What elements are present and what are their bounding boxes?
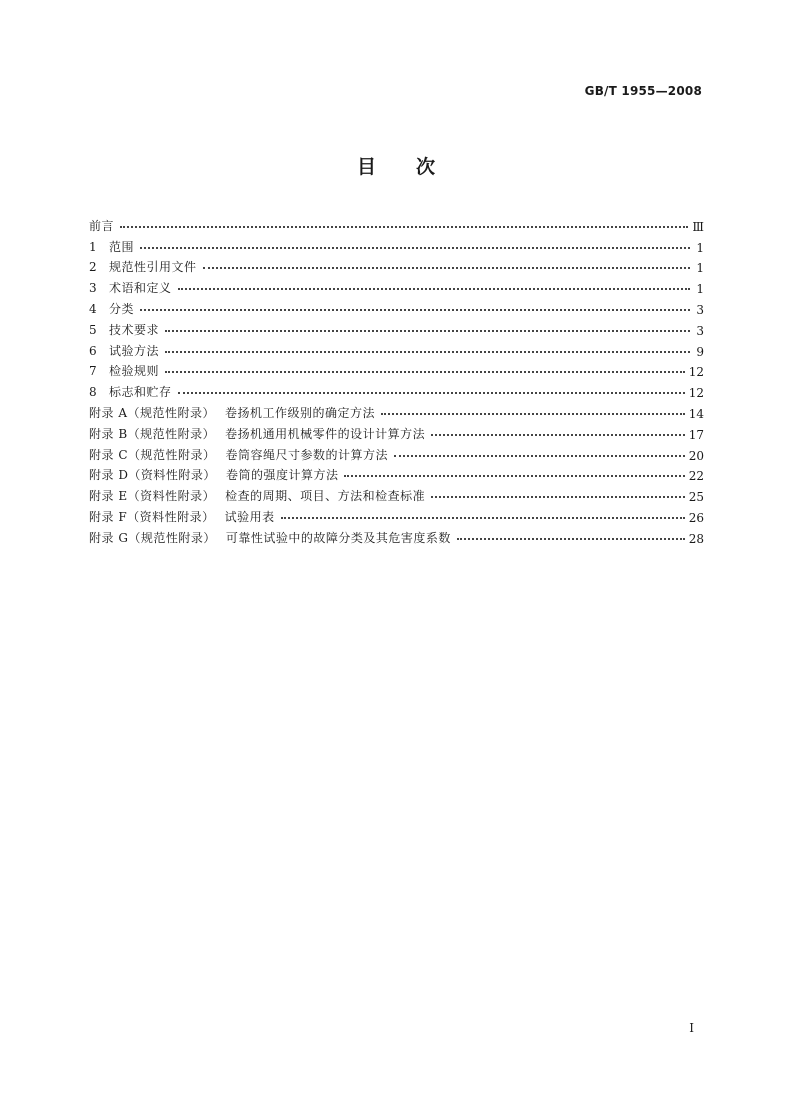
toc-entry-label xyxy=(89,466,338,483)
toc-leader-dots xyxy=(140,246,690,249)
toc-entry-number: 附录 C（规范性附录） xyxy=(89,447,216,462)
toc-entry[interactable] xyxy=(89,296,704,317)
toc-entry-number: 4 xyxy=(89,301,98,316)
toc-entry-label xyxy=(89,321,159,338)
toc-entry-title: 分类 xyxy=(109,301,135,316)
toc-entry-page: 26 xyxy=(688,510,704,525)
toc-entry-page: 12 xyxy=(688,365,704,380)
page-title xyxy=(0,152,792,179)
toc-entry-label xyxy=(89,300,134,317)
toc-leader-dots xyxy=(344,474,684,477)
toc-entry-title: 卷扬机工作级别的确定方法 xyxy=(224,405,375,420)
toc-entry[interactable] xyxy=(89,483,704,504)
toc-entry[interactable] xyxy=(89,359,704,380)
toc-entry[interactable] xyxy=(89,421,704,442)
standard-code: GB/T 1955—2008 xyxy=(584,84,702,98)
toc-entry-title: 试验用表 xyxy=(224,509,275,524)
toc-entry-label xyxy=(89,508,275,525)
toc-entry-page: 22 xyxy=(688,469,704,484)
toc-entry-number: 附录 E（资料性附录） xyxy=(89,489,216,504)
toc-entry-label xyxy=(89,529,451,546)
toc-entry-label xyxy=(89,342,159,359)
title-part-1: 目 xyxy=(356,156,376,178)
toc-entry[interactable] xyxy=(89,463,704,484)
toc-entry-label xyxy=(89,258,197,275)
toc-entry-page: 3 xyxy=(696,302,704,317)
toc-entry[interactable] xyxy=(89,213,704,234)
toc-leader-dots xyxy=(381,412,685,415)
toc-leader-dots xyxy=(178,391,685,394)
toc-leader-dots xyxy=(431,433,685,436)
toc-entry-title: 检查的周期、项目、方法和检查标准 xyxy=(225,489,426,504)
toc-entry-number: 5 xyxy=(89,322,98,337)
toc-entry[interactable] xyxy=(89,504,704,525)
toc-entry[interactable] xyxy=(89,379,704,400)
toc-entry-page: 14 xyxy=(688,406,704,421)
toc-entry-title: 卷扬机通用机械零件的设计计算方法 xyxy=(225,426,426,441)
toc-leader-dots xyxy=(165,329,690,332)
toc-entry-label xyxy=(89,446,388,463)
toc-leader-dots xyxy=(165,350,690,353)
toc-leader-dots xyxy=(120,225,688,228)
toc-entry[interactable] xyxy=(89,400,704,421)
toc-entry[interactable] xyxy=(89,255,704,276)
toc-entry-title: 检验规则 xyxy=(109,364,160,379)
toc-entry-page: 20 xyxy=(688,448,704,463)
toc-entry-page: 1 xyxy=(696,240,704,255)
toc-entry-page: Ⅲ xyxy=(692,219,704,234)
toc-leader-dots xyxy=(431,495,685,498)
toc-entry[interactable] xyxy=(89,525,704,546)
page-number: Ⅰ xyxy=(689,1021,694,1035)
toc-leader-dots xyxy=(165,370,685,373)
toc-entry-label xyxy=(89,383,172,400)
toc-entry[interactable] xyxy=(89,275,704,296)
toc-entry-page: 3 xyxy=(696,323,704,338)
toc-entry-page: 9 xyxy=(696,344,704,359)
toc-leader-dots xyxy=(178,287,690,290)
toc-entry-number: 附录 A（规范性附录） xyxy=(89,405,215,420)
toc-entry-title: 前言 xyxy=(89,218,115,233)
toc-entry-title: 规范性引用文件 xyxy=(109,260,197,275)
toc-entry-number: 附录 G（规范性附录） xyxy=(89,530,216,545)
toc-entry-number: 附录 F（资料性附录） xyxy=(89,509,215,524)
toc-entry-label xyxy=(89,238,134,255)
toc-entry-title: 试验方法 xyxy=(109,343,160,358)
toc-entry-number: 附录 D（资料性附录） xyxy=(89,468,216,483)
toc-entry-number: 3 xyxy=(89,281,98,296)
toc-entry-label xyxy=(89,404,375,421)
toc-leader-dots xyxy=(457,537,685,540)
toc-entry-title: 可靠性试验中的故障分类及其危害度系数 xyxy=(225,530,451,545)
toc-entry-title: 卷筒的强度计算方法 xyxy=(225,468,339,483)
toc-entry-number: 1 xyxy=(89,239,98,254)
toc-entry-title: 技术要求 xyxy=(109,322,160,337)
table-of-contents xyxy=(89,213,704,546)
toc-entry-number: 2 xyxy=(89,260,98,275)
toc-entry-number: 6 xyxy=(89,343,98,358)
toc-entry-label xyxy=(89,217,114,234)
toc-leader-dots xyxy=(281,516,685,519)
toc-entry-page: 1 xyxy=(696,261,704,276)
toc-entry-title: 术语和定义 xyxy=(109,281,172,296)
toc-entry-title: 范围 xyxy=(109,239,135,254)
toc-entry-page: 25 xyxy=(688,490,704,505)
toc-entry[interactable] xyxy=(89,338,704,359)
toc-entry[interactable] xyxy=(89,442,704,463)
toc-entry-label xyxy=(89,487,425,504)
toc-entry-title: 卷筒容绳尺寸参数的计算方法 xyxy=(225,447,389,462)
title-part-2: 次 xyxy=(416,156,436,178)
toc-entry-title: 标志和贮存 xyxy=(109,385,172,400)
toc-entry-page: 28 xyxy=(688,531,704,546)
toc-entry-page: 17 xyxy=(688,427,704,442)
toc-entry[interactable] xyxy=(89,234,704,255)
toc-leader-dots xyxy=(203,266,690,269)
toc-entry-label xyxy=(89,279,172,296)
toc-entry-page: 1 xyxy=(696,282,704,297)
toc-entry-label xyxy=(89,362,159,379)
toc-leader-dots xyxy=(140,308,690,311)
toc-entry-number: 8 xyxy=(89,385,98,400)
toc-entry-number: 附录 B（规范性附录） xyxy=(89,426,216,441)
toc-entry-page: 12 xyxy=(688,386,704,401)
toc-entry-label xyxy=(89,425,425,442)
toc-entry-number: 7 xyxy=(89,364,98,379)
toc-leader-dots xyxy=(394,454,685,457)
toc-entry[interactable] xyxy=(89,317,704,338)
